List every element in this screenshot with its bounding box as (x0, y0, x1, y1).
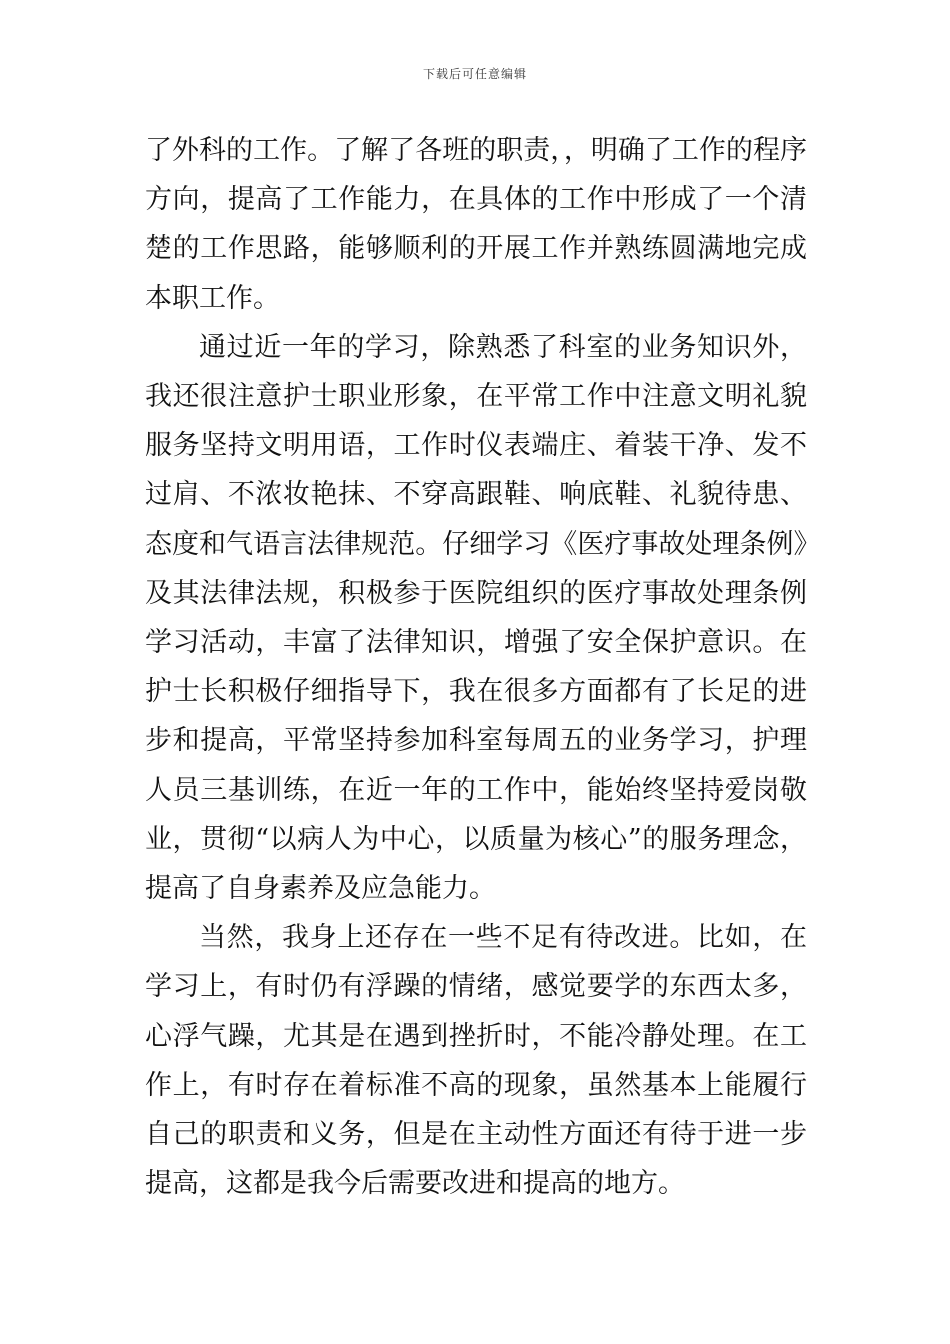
paragraph-1: 了外科的工作。了解了各班的职责，，明确了工作的程序方向，提高了工作能力，在具体的工作中形成了一个清楚的工作思路，能够顺利的开展工作并熟练圆满地完成本职工作。 (145, 135, 807, 314)
paragraph-2: 通过近一年的学习，除熟悉了科室的业务知识外，我还很注意护士职业形象，在平常工作中注意文明礼貌服务坚持文明用语，工作时仪表端庄、着装干净、发不过肩、不浓妆艳抹、不穿高跟鞋、响底鞋、礼貌待患、态度和气语言法律规范。仔细学习《医疗事故处理条例》及其法律法规，积极参于医院组织的医疗事故处理条例学习活动，丰富了法律知识，增强了安全保护意识。在护士长积极仔细指导下，我在很多方面都有了长足的进步和提高，平常坚持参加科室每周五的业务学习，护理人员三基训练，在近一年的工作中，能始终坚持爱岗敬业，贯彻“以病人为中心，以质量为核心”的服务理念，提高了自身素养及应急能力。 (145, 331, 807, 905)
paragraph-3: 当然，我身上还存在一些不足有待改进。比如，在学习上，有时仍有浮躁的情绪，感觉要学的东西太多，心浮气躁，尤其是在遇到挫折时，不能冷静处理。在工作上，有时存在着标准不高的现象，虽然基本上能履行自己的职责和义务，但是在主动性方面还有待于进一步提高，这都是我今后需要改进和提高的地方。 (145, 922, 807, 1200)
page-header: 下载后可任意编辑 (422, 67, 527, 81)
document-body (145, 126, 807, 1208)
